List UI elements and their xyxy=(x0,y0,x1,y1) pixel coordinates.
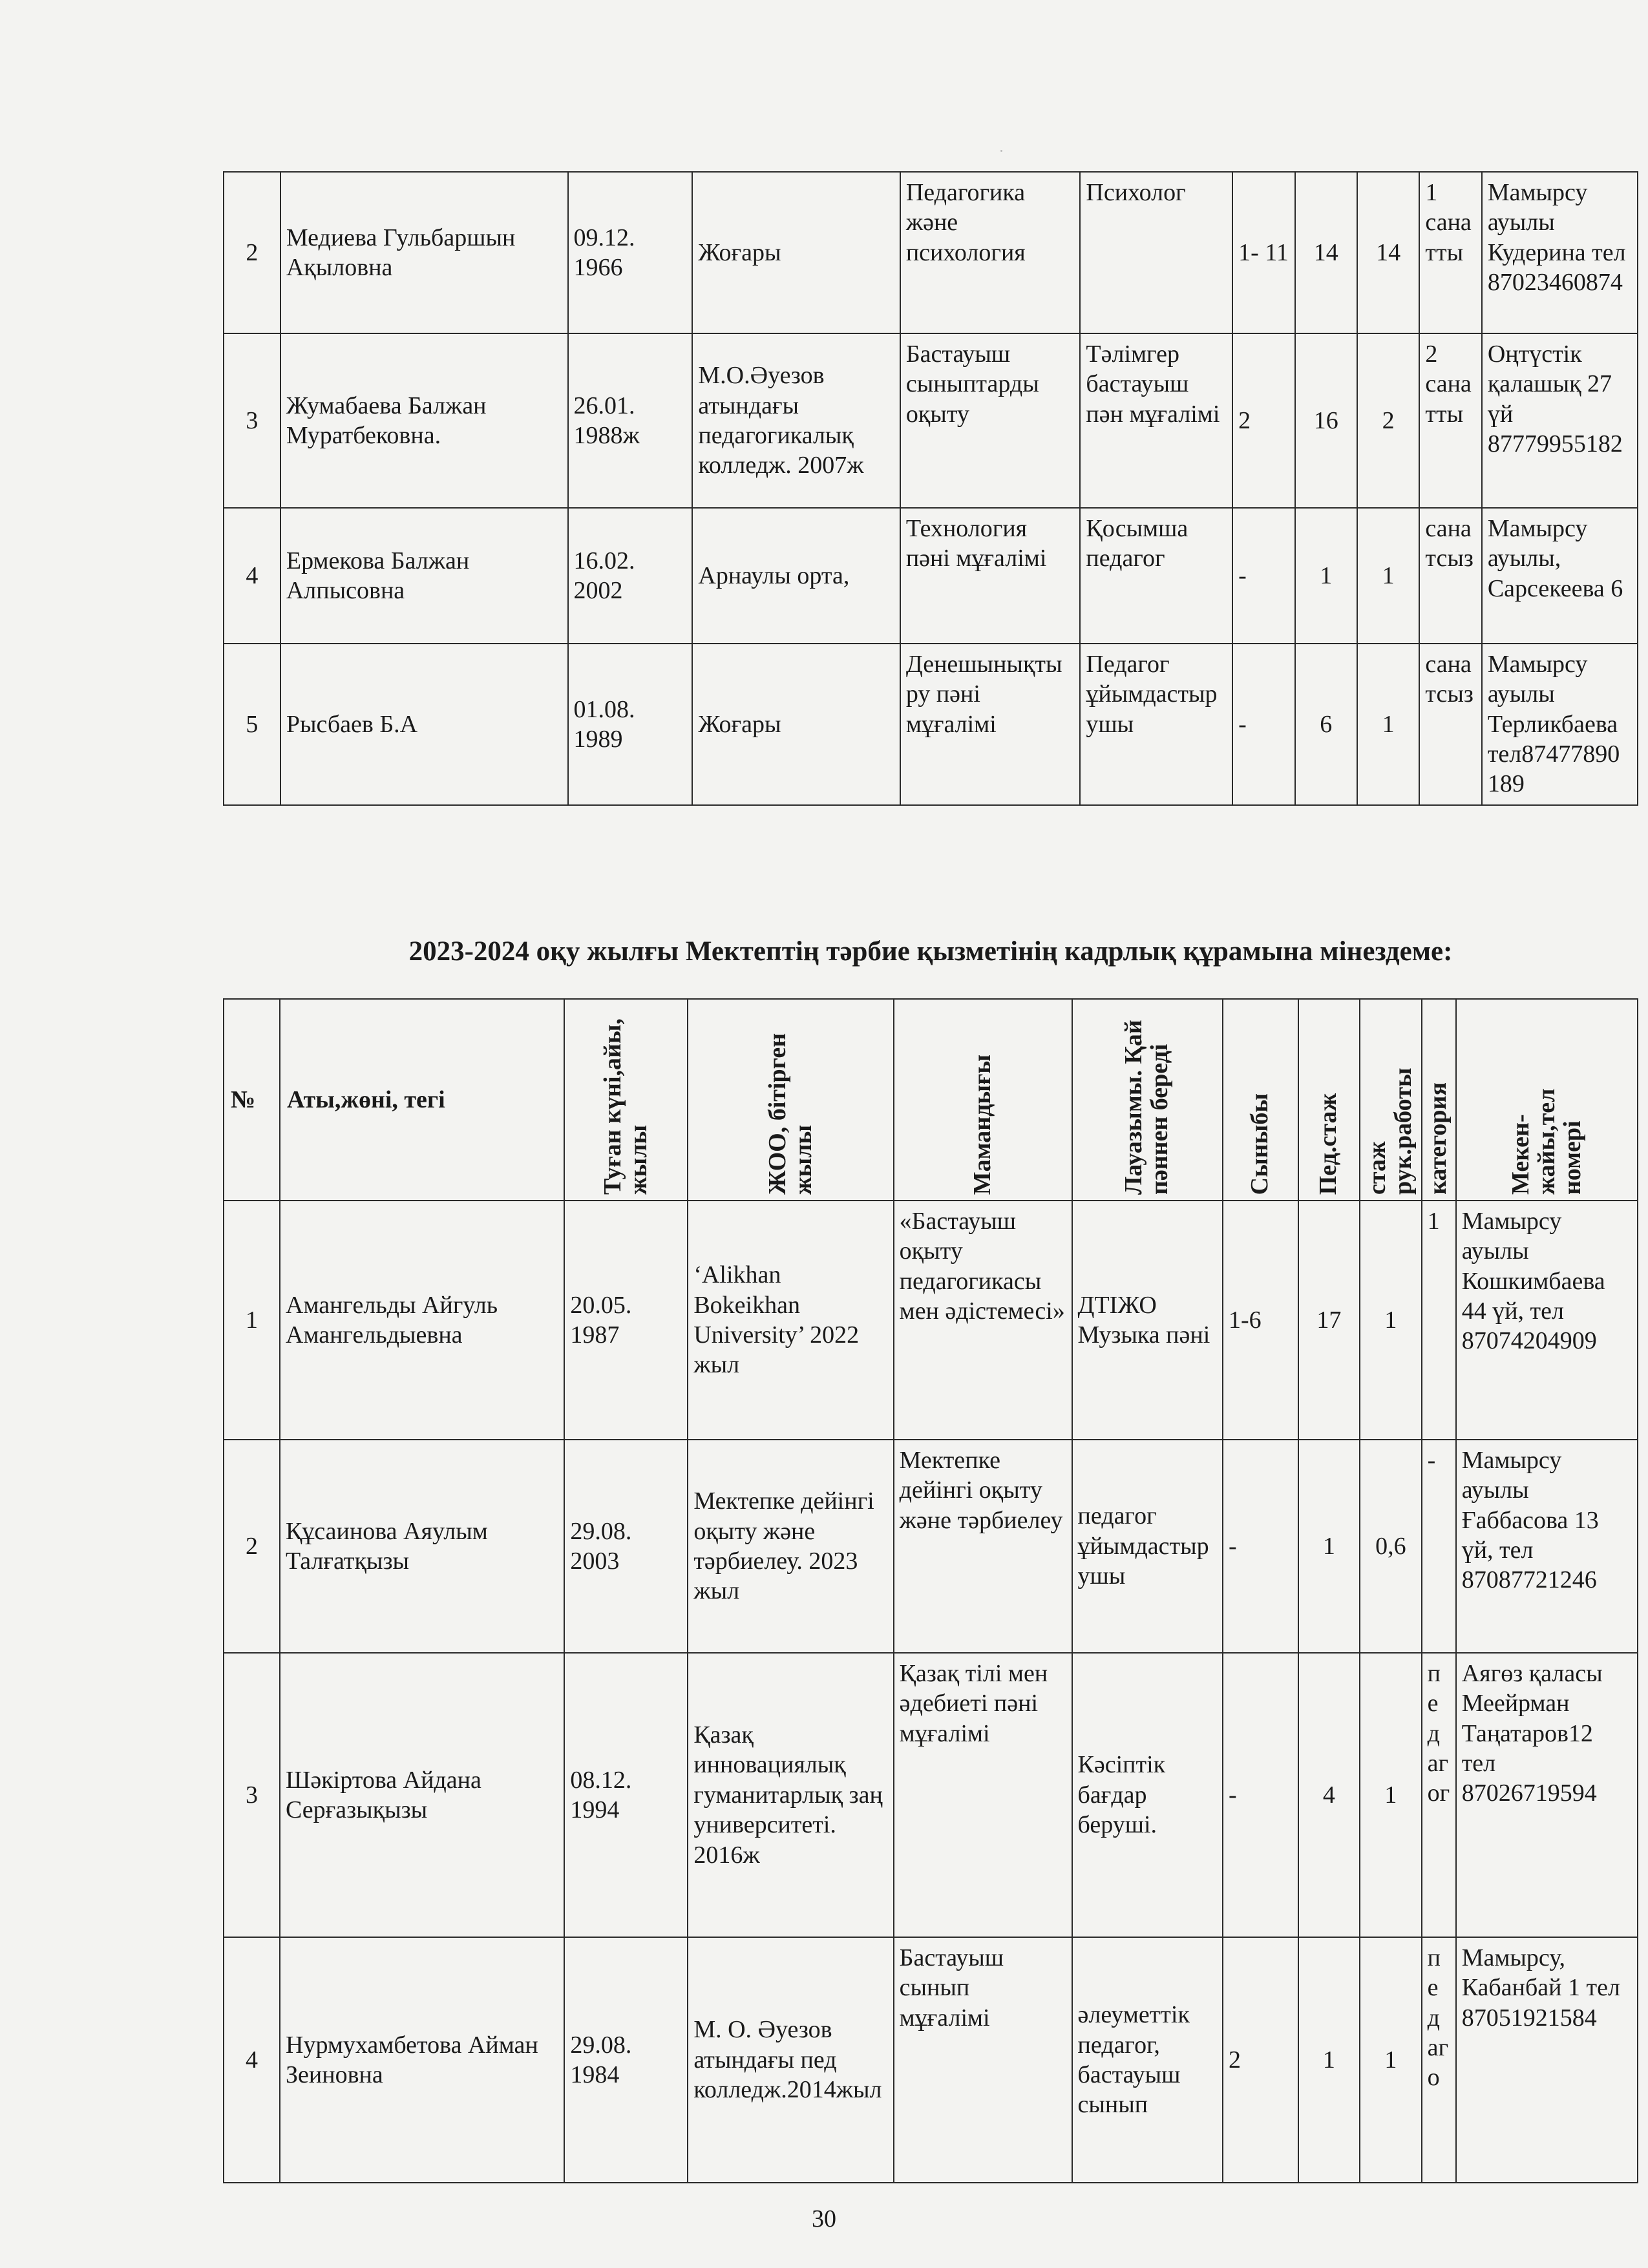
cell-birth: 26.01. 1988ж xyxy=(568,333,693,508)
cell-education: Жоғары xyxy=(692,172,900,333)
cell-address: Мамырсу ауылы Терликбаева тел87477890189 xyxy=(1482,644,1638,805)
cell-stage: 2 xyxy=(1357,333,1419,508)
cell-name: Құсаинова Аяулым Талғатқызы xyxy=(280,1440,564,1653)
cell-num: 4 xyxy=(224,508,280,644)
cell-stage: 1 xyxy=(1360,1937,1421,2183)
cell-category: 1 xyxy=(1422,1201,1456,1440)
section-title: 2023-2024 оқу жылғы Мектептің тәрбие қызметінің кадрлық құрамына мінездеме: xyxy=(408,936,1453,967)
header-birth xyxy=(564,999,688,1201)
header-address-label: Мекен-жайы,тел номері xyxy=(1506,1088,1586,1195)
cell-category: санатсыз xyxy=(1419,644,1481,805)
cell-num: 2 xyxy=(224,172,280,333)
header-name: Аты,жөні, тегі xyxy=(280,999,564,1201)
header-specialty xyxy=(894,999,1072,1201)
cell-ped-stage: 16 xyxy=(1295,333,1357,508)
cell-address: Мамырсу ауылы Кошкимбаева 44 үй, тел 87074204909 xyxy=(1456,1201,1638,1440)
cell-grades: 2 xyxy=(1232,333,1294,508)
educational-staff-table xyxy=(223,998,1638,2183)
cell-position: Тәлімгер бастауыш пән мұғалімі xyxy=(1080,333,1232,508)
cell-address: Мамырсу ауылы Кудерина тел 87023460874 xyxy=(1482,172,1638,333)
cell-birth: 29.08. 1984 xyxy=(564,1937,688,2183)
cell-name: Шәкіртова Айдана Серғазықызы xyxy=(280,1653,564,1937)
cell-position: Педагог ұйымдастырушы xyxy=(1080,644,1232,805)
cell-position: ДТІЖО Музыка пәні xyxy=(1072,1201,1223,1440)
cell-specialty: Педагогика және психология xyxy=(900,172,1081,333)
cell-address: Мамырсу, Кабанбай 1 тел 87051921584 xyxy=(1456,1937,1638,2183)
cell-category: 2 санатты xyxy=(1419,333,1481,508)
cell-ped-stage: 1 xyxy=(1298,1937,1360,2183)
header-education xyxy=(688,999,893,1201)
cell-name: Медиева Гульбаршын Ақыловна xyxy=(280,172,568,333)
cell-num: 2 xyxy=(224,1440,280,1653)
cell-stage: 1 xyxy=(1357,508,1419,644)
cell-position: Кәсіптік бағдар беруші. xyxy=(1072,1653,1223,1937)
header-education-label: ЖОО, бітірген жылы xyxy=(763,1033,817,1195)
header-address xyxy=(1456,999,1638,1201)
cell-specialty: Денешынықтыру пәні мұғалімі xyxy=(900,644,1081,805)
cell-category: 1 санатты xyxy=(1419,172,1481,333)
cell-ped-stage: 6 xyxy=(1295,644,1357,805)
scan-speck xyxy=(1000,150,1002,152)
header-grades xyxy=(1223,999,1298,1201)
header-category-label: категория xyxy=(1424,1082,1452,1195)
cell-education: Арнаулы орта, xyxy=(692,508,900,644)
cell-birth: 09.12. 1966 xyxy=(568,172,693,333)
cell-specialty: Қазақ тілі мен әдебиеті пәні мұғалімі xyxy=(894,1653,1072,1937)
staff-table-continued xyxy=(223,171,1638,806)
cell-education: М. О. Әуезов атындағы пед колледж.2014жыл xyxy=(688,1937,893,2183)
table-row xyxy=(224,1653,1638,1937)
cell-ped-stage: 17 xyxy=(1298,1201,1360,1440)
cell-birth: 16.02. 2002 xyxy=(568,508,693,644)
cell-stage: 1 xyxy=(1357,644,1419,805)
cell-position: педагог ұйымдастырушы xyxy=(1072,1440,1223,1653)
cell-birth: 29.08. 2003 xyxy=(564,1440,688,1653)
cell-grades: 1- 11 xyxy=(1232,172,1294,333)
cell-grades: 1-6 xyxy=(1223,1201,1298,1440)
cell-stage: 1 xyxy=(1360,1653,1421,1937)
cell-ped-stage: 4 xyxy=(1298,1653,1360,1937)
table-row xyxy=(224,1937,1638,2183)
cell-category: педаго xyxy=(1422,1937,1456,2183)
cell-stage: 14 xyxy=(1357,172,1419,333)
cell-education: Мектепке дейінгі оқыту және тәрбиелеу. 2023 жыл xyxy=(688,1440,893,1653)
cell-name: Ермекова Балжан Алпысовна xyxy=(280,508,568,644)
header-stage xyxy=(1360,999,1421,1201)
header-category xyxy=(1422,999,1456,1201)
table-row xyxy=(224,1201,1638,1440)
cell-position: Психолог xyxy=(1080,172,1232,333)
cell-stage: 1 xyxy=(1360,1201,1421,1440)
header-birth-label: Туған күні,айы, жылы xyxy=(598,1018,652,1195)
page-number: 30 xyxy=(812,2205,836,2232)
header-ped-stage-label: Пед.стаж xyxy=(1315,1093,1342,1195)
header-specialty-label: Мамандығы xyxy=(968,1054,996,1195)
header-ped-stage xyxy=(1298,999,1360,1201)
cell-ped-stage: 1 xyxy=(1298,1440,1360,1653)
cell-specialty: Бастауыш сыныптарды оқыту xyxy=(900,333,1081,508)
cell-education: ‘Alikhan Bokeikhan University’ 2022 жыл xyxy=(688,1201,893,1440)
cell-address: Мамырсу ауылы Ғаббасова 13 үй, тел 87087721246 xyxy=(1456,1440,1638,1653)
cell-specialty: Технология пәні мұғалімі xyxy=(900,508,1081,644)
table-row xyxy=(224,1440,1638,1653)
cell-birth: 01.08. 1989 xyxy=(568,644,693,805)
cell-address: Оңтүстік қалашық 27 үй 87779955182 xyxy=(1482,333,1638,508)
cell-num: 3 xyxy=(224,333,280,508)
cell-grades: - xyxy=(1223,1653,1298,1937)
cell-specialty: «Бастауыш оқыту педагогикасы мен әдістемесі» xyxy=(894,1201,1072,1440)
cell-num: 4 xyxy=(224,1937,280,2183)
cell-name: Жумабаева Балжан Муратбековна. xyxy=(280,333,568,508)
cell-education: Жоғары xyxy=(692,644,900,805)
cell-ped-stage: 1 xyxy=(1295,508,1357,644)
table-row xyxy=(224,333,1638,508)
cell-specialty: Бастауыш сынып мұғалімі xyxy=(894,1937,1072,2183)
cell-category: - xyxy=(1422,1440,1456,1653)
staff-table-continued-body xyxy=(224,172,1638,805)
educational-staff-table-body xyxy=(224,1201,1638,2183)
table-row xyxy=(224,644,1638,805)
header-grades-label: Сыныбы xyxy=(1246,1093,1274,1195)
cell-stage: 0,6 xyxy=(1360,1440,1421,1653)
header-num: № xyxy=(224,999,280,1201)
cell-grades: 2 xyxy=(1223,1937,1298,2183)
cell-grades: - xyxy=(1232,644,1294,805)
cell-category: санатсыз xyxy=(1419,508,1481,644)
cell-category: педагог xyxy=(1422,1653,1456,1937)
header-stage-label: стаж рук.работы xyxy=(1364,1067,1417,1195)
cell-education: М.О.Әуезов атындағы педагогикалық колледж. 2007ж xyxy=(692,333,900,508)
header-position-label: Лауазымы. Қай пәннен береді xyxy=(1120,1020,1174,1195)
cell-grades: - xyxy=(1223,1440,1298,1653)
table-header-row xyxy=(224,999,1638,1201)
cell-num: 1 xyxy=(224,1201,280,1440)
cell-num: 5 xyxy=(224,644,280,805)
cell-education: Қазақ инновациялық гуманитарлық заң университеті. 2016ж xyxy=(688,1653,893,1937)
cell-birth: 08.12. 1994 xyxy=(564,1653,688,1937)
cell-grades: - xyxy=(1232,508,1294,644)
cell-num: 3 xyxy=(224,1653,280,1937)
cell-ped-stage: 14 xyxy=(1295,172,1357,333)
cell-name: Нурмухамбетова Айман Зеиновна xyxy=(280,1937,564,2183)
cell-name: Рысбаев Б.А xyxy=(280,644,568,805)
cell-name: Амангельды Айгуль Амангельдыевна xyxy=(280,1201,564,1440)
cell-address: Мамырсу ауылы, Сарсекеева 6 xyxy=(1482,508,1638,644)
table-row xyxy=(224,508,1638,644)
table-row xyxy=(224,172,1638,333)
cell-position: Қосымша педагог xyxy=(1080,508,1232,644)
cell-specialty: Мектепке дейінгі оқыту және тәрбиелеу xyxy=(894,1440,1072,1653)
header-position xyxy=(1072,999,1223,1201)
cell-birth: 20.05. 1987 xyxy=(564,1201,688,1440)
cell-position: әлеуметтік педагог, бастауыш сынып xyxy=(1072,1937,1223,2183)
cell-address: Аягөз қаласы Меейрман Таңатаров12 тел 87026719594 xyxy=(1456,1653,1638,1937)
